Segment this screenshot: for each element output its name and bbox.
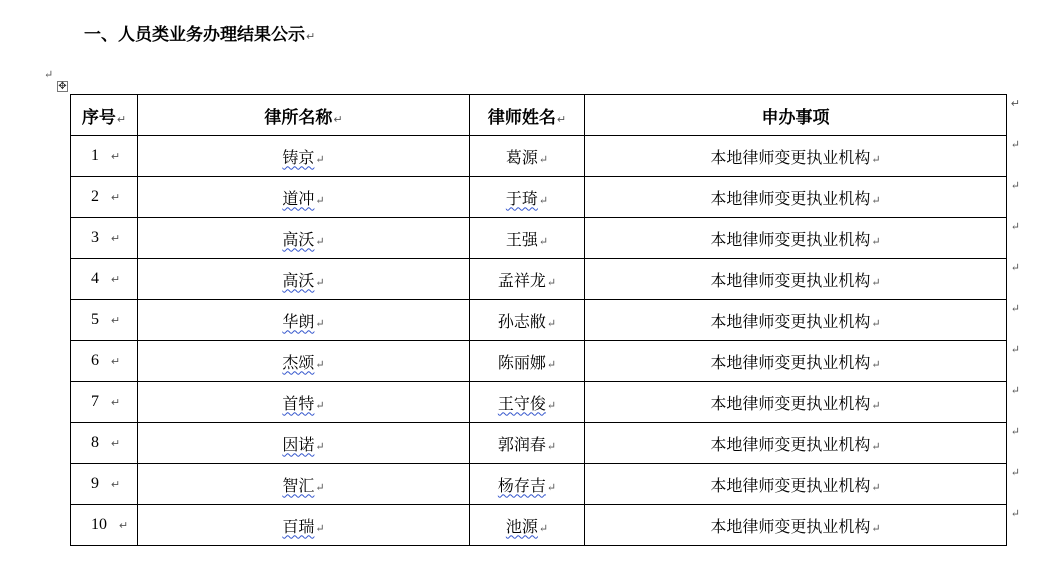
cell-lawyer-name: 杨存吉↵: [470, 464, 585, 505]
cell-mark-icon: ↵: [538, 521, 549, 535]
header-firm-name: 律所名称↵: [138, 95, 470, 136]
cell-lawyer-name: 池源↵: [470, 505, 585, 546]
cell-application-item: 本地律师变更执业机构↵ ↵: [585, 177, 1007, 218]
cell-mark-icon: ↵: [111, 233, 121, 245]
cell-firm-name: 华朗↵: [138, 300, 470, 341]
table-row: [71, 136, 1007, 177]
cell-serial: 5 ↵: [71, 300, 138, 341]
table-row: [71, 423, 1007, 464]
row-end-mark-icon: ↵: [1010, 220, 1020, 233]
row-end-mark-icon: ↵: [1010, 425, 1020, 438]
paragraph-mark-icon: ↵: [306, 30, 316, 43]
cell-firm-name: 铸京↵: [138, 136, 470, 177]
cell-serial: 9 ↵: [71, 464, 138, 505]
cell-firm-name: 道冲↵: [138, 177, 470, 218]
cell-mark-icon: ↵: [871, 398, 881, 412]
table-row: [71, 341, 1007, 382]
row-end-mark-icon: ↵: [1010, 302, 1020, 315]
row-end-mark-icon: ↵: [1010, 138, 1020, 151]
table-move-handle-icon[interactable]: ✥: [58, 81, 67, 92]
cell-application-item: 本地律师变更执业机构↵ ↵: [585, 382, 1007, 423]
cell-firm-name: 因诺↵: [138, 423, 470, 464]
cell-mark-icon: ↵: [111, 192, 121, 204]
cell-application-item: 本地律师变更执业机构↵ ↵: [585, 505, 1007, 546]
section-heading-text: 一、人员类业务办理结果公示: [84, 25, 305, 45]
cell-mark-icon: ↵: [556, 112, 567, 126]
cell-mark-icon: ↵: [546, 480, 557, 494]
table-row: [71, 218, 1007, 259]
cell-application-item: 本地律师变更执业机构↵ ↵: [585, 341, 1007, 382]
cell-mark-icon: ↵: [111, 356, 121, 368]
cell-serial: 3 ↵: [71, 218, 138, 259]
cell-serial: 8 ↵: [71, 423, 138, 464]
cell-mark-icon: ↵: [871, 234, 881, 248]
cell-mark-icon: ↵: [871, 275, 881, 289]
cell-mark-icon: ↵: [315, 357, 325, 371]
cell-firm-name: 首特↵: [138, 382, 470, 423]
cell-serial: 6 ↵: [71, 341, 138, 382]
cell-mark-icon: ↵: [546, 275, 557, 289]
cell-lawyer-name: 郭润春↵: [470, 423, 585, 464]
cell-mark-icon: ↵: [546, 316, 557, 330]
cell-mark-icon: ↵: [116, 112, 127, 126]
row-end-mark-icon: ↵: [1010, 261, 1020, 274]
cell-mark-icon: ↵: [538, 193, 549, 207]
cell-mark-icon: ↵: [111, 479, 121, 491]
cell-mark-icon: ↵: [538, 152, 549, 166]
cell-mark-icon: ↵: [871, 521, 881, 535]
cell-lawyer-name: 于琦↵: [470, 177, 585, 218]
cell-mark-icon: ↵: [111, 315, 121, 327]
row-end-mark-icon: ↵: [1010, 179, 1020, 192]
cell-serial: 10 ↵: [71, 505, 138, 546]
cell-firm-name: 智汇↵: [138, 464, 470, 505]
cell-mark-icon: ↵: [315, 521, 325, 535]
row-end-mark-icon: ↵: [1010, 466, 1020, 479]
row-end-mark-icon: ↵: [1010, 97, 1020, 110]
cell-mark-icon: ↵: [871, 357, 881, 371]
cell-mark-icon: ↵: [111, 151, 121, 163]
table-row: [71, 177, 1007, 218]
section-heading: [84, 20, 315, 45]
cell-serial: 4 ↵: [71, 259, 138, 300]
cell-mark-icon: ↵: [546, 357, 557, 371]
cell-firm-name: 高沃↵: [138, 218, 470, 259]
cell-mark-icon: ↵: [871, 316, 881, 330]
cell-mark-icon: ↵: [315, 439, 325, 453]
header-serial: 序号↵: [71, 95, 138, 136]
cell-application-item: 本地律师变更执业机构↵ ↵: [585, 300, 1007, 341]
row-end-mark-icon: ↵: [1010, 384, 1020, 397]
cell-mark-icon: ↵: [111, 438, 121, 450]
cell-serial: 7 ↵: [71, 382, 138, 423]
cell-mark-icon: ↵: [315, 316, 325, 330]
table-row: [71, 259, 1007, 300]
cell-mark-icon: ↵: [546, 439, 557, 453]
cell-serial: 2 ↵: [71, 177, 138, 218]
cell-mark-icon: ↵: [119, 520, 129, 532]
cell-serial: 1 ↵: [71, 136, 138, 177]
cell-application-item: 本地律师变更执业机构↵ ↵: [585, 218, 1007, 259]
cell-mark-icon: ↵: [111, 397, 121, 409]
cell-mark-icon: ↵: [871, 439, 881, 453]
cell-firm-name: 百瑞↵: [138, 505, 470, 546]
cell-mark-icon: ↵: [315, 152, 325, 166]
row-end-mark-icon: ↵: [1010, 507, 1020, 520]
cell-lawyer-name: 陈丽娜↵: [470, 341, 585, 382]
cell-mark-icon: ↵: [333, 112, 343, 126]
header-lawyer-name: 律师姓名↵: [470, 95, 585, 136]
table-row: [71, 505, 1007, 546]
cell-lawyer-name: 孟祥龙↵: [470, 259, 585, 300]
cell-application-item: 本地律师变更执业机构↵ ↵: [585, 136, 1007, 177]
cell-mark-icon: ↵: [315, 398, 325, 412]
table-header-row: [71, 95, 1007, 136]
cell-mark-icon: ↵: [538, 234, 549, 248]
cell-application-item: 本地律师变更执业机构↵ ↵: [585, 464, 1007, 505]
paragraph-mark-icon: ↵: [44, 68, 54, 81]
cell-mark-icon: ↵: [315, 234, 325, 248]
cell-mark-icon: ↵: [871, 193, 881, 207]
cell-mark-icon: ↵: [871, 480, 881, 494]
cell-application-item: 本地律师变更执业机构↵ ↵: [585, 259, 1007, 300]
cell-mark-icon: ↵: [546, 398, 557, 412]
cell-mark-icon: ↵: [871, 152, 881, 166]
cell-lawyer-name: 孙志敝↵: [470, 300, 585, 341]
table-row: [71, 300, 1007, 341]
cell-lawyer-name: 葛源↵: [470, 136, 585, 177]
cell-lawyer-name: 王强↵: [470, 218, 585, 259]
cell-mark-icon: ↵: [315, 193, 325, 207]
results-table: [70, 94, 1020, 546]
header-application-item: 申办事项 ↵: [585, 95, 1007, 136]
cell-mark-icon: ↵: [315, 480, 325, 494]
cell-application-item: 本地律师变更执业机构↵ ↵: [585, 423, 1007, 464]
cell-mark-icon: ↵: [315, 275, 325, 289]
cell-mark-icon: ↵: [111, 274, 121, 286]
cell-firm-name: 杰颂↵: [138, 341, 470, 382]
table-row: [71, 382, 1007, 423]
cell-firm-name: 高沃↵: [138, 259, 470, 300]
cell-lawyer-name: 王守俊↵: [470, 382, 585, 423]
row-end-mark-icon: ↵: [1010, 343, 1020, 356]
table-row: [71, 464, 1007, 505]
